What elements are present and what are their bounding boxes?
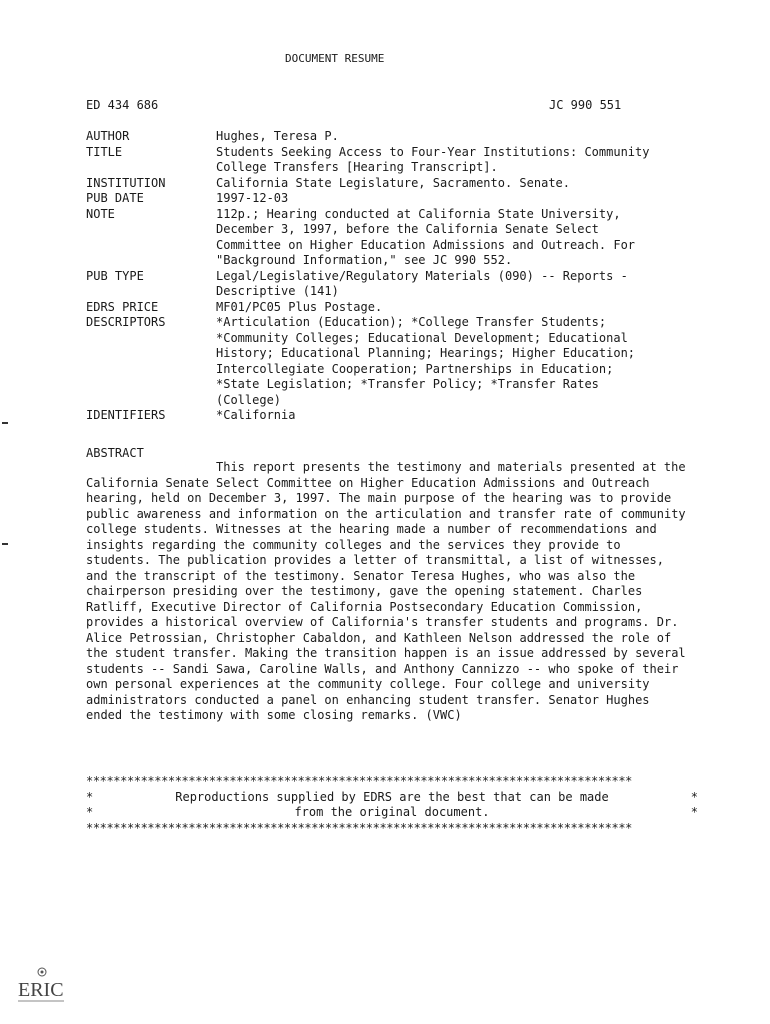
page-title: DOCUMENT RESUME: [285, 52, 385, 65]
field-value: 112p.; Hearing conducted at California State University, December 3, 1997, before the California Senate Select Committee on Higher Education Admissions and Outreach. For "Background Information," see JC 990 552.: [216, 206, 636, 267]
notice-line: [86, 805, 698, 821]
notice-border-bottom: ********************************************************************************: [86, 820, 632, 835]
abstract-text: This report presents the testimony and materials presented at the California Senate Select Committee on Higher Education Admissions and Outreach hearing, held on December 3, 1997. The main purpose of the hearing was to provide public awareness and information on the articulation and transfer rate of community college students. Witnesses at the hearing made a number of recommendations and insights regarding the community colleges and the services they provide to students. The publication provides a letter of transmittal, a list of witnesses, and the transcript of the testimony. Senator Teresa Hughes, who was also the chairperson presiding over the testimony, gave the opening statement. Charles Ratliff, Executive Director of California Postsecondary Education Commission, provides a historical overview of California's transfer students and programs. Dr. Alice Petrossian, Christopher Cabaldon, and Kathleen Nelson addressed the role of the student transfer. Making the transition happen is an issue addressed by several students -- Sandi Sawa, Caroline Walls, and Anthony Cannizzo -- who spoke of their own personal experiences at the community college. Four college and university administrators conducted a panel on enhancing student transfer. Senator Hughes ended the testimony with some closing remarks. (VWC): [86, 460, 686, 722]
notice-star-right: *: [690, 789, 698, 804]
reproduction-notice: [86, 774, 698, 836]
field-note: [86, 207, 696, 269]
field-identifiers: [86, 408, 696, 424]
field-label: EDRS PRICE: [86, 299, 159, 314]
notice-text-1: Reproductions supplied by EDRS are the best that can be made: [175, 789, 609, 804]
notice-text-2: from the original document.: [294, 805, 490, 819]
field-value: MF01/PC05 Plus Postage.: [216, 299, 383, 314]
margin-mark: [2, 543, 8, 545]
field-label: PUB DATE: [86, 191, 144, 205]
field-label: TITLE: [86, 144, 123, 159]
field-value: *Articulation (Education); *College Transfer Students; *Community Colleges; Educational Development; Educational History; Educational Planning; Hearings; Higher Education; Intercollegiate Cooperation; Partnerships in Education; *State Legislation; *Transfer Policy; *Transfer Rates (College): [216, 315, 636, 407]
field-value: California State Legislature, Sacramento. Senate.: [216, 175, 571, 190]
field-label: AUTHOR: [86, 129, 130, 143]
jc-number: JC 990 551: [549, 98, 622, 112]
field-value: Legal/Legislative/Regulatory Materials (090) -- Reports - Descriptive (141): [216, 268, 628, 298]
field-institution: [86, 176, 696, 192]
field-value: Students Seeking Access to Four-Year Institutions: Community College Transfers [Hearing Transcript].: [216, 144, 650, 174]
eric-logo-icon: [16, 966, 68, 1006]
eric-logo-text: ERIC: [18, 979, 64, 1001]
margin-mark: [2, 422, 8, 424]
field-label: PUB TYPE: [86, 268, 144, 283]
field-title: [86, 145, 696, 176]
field-value: *California: [216, 408, 296, 422]
notice-line: [86, 790, 698, 806]
field-value: Hughes, Teresa P.: [216, 129, 339, 143]
field-edrs-price: [86, 300, 696, 316]
field-pub-type: [86, 269, 696, 300]
field-label: IDENTIFIERS: [86, 408, 166, 422]
ed-number: ED 434 686: [86, 98, 159, 112]
bibliographic-fields: [86, 129, 696, 424]
field-label: INSTITUTION: [86, 175, 166, 190]
notice-star-left: *: [86, 805, 94, 819]
field-author: [86, 129, 696, 145]
field-pub-date: [86, 191, 696, 207]
field-label: NOTE: [86, 206, 115, 221]
field-label: DESCRIPTORS: [86, 315, 166, 329]
field-value: 1997-12-03: [216, 191, 289, 205]
notice-border-top: ********************************************************************************: [86, 774, 632, 788]
notice-star-right: *: [690, 805, 698, 819]
notice-star-left: *: [86, 789, 94, 804]
abstract-label: ABSTRACT: [86, 446, 144, 460]
field-descriptors: [86, 315, 696, 408]
